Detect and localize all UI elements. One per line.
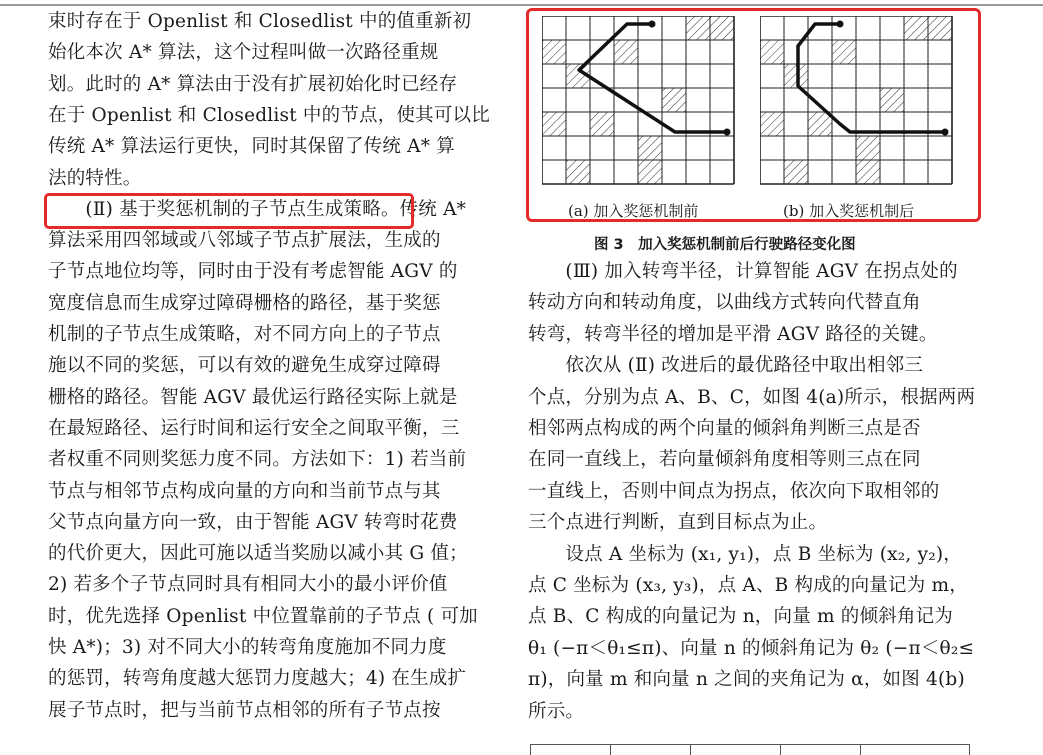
- right-text-line: (Ⅲ) 加入转弯半径，计算智能 AGV 在拐点处的: [528, 261, 958, 282]
- right-text-line: π)，向量 m 和向量 n 之间的夹角记为 α，如图 4(b): [528, 669, 965, 691]
- right-text-line: 设点 A 坐标为 (x₁, y₁)，点 B 坐标为 (x₂, y₂)，: [528, 543, 962, 565]
- obstacle-cell: [904, 16, 928, 40]
- left-text-line: 栅格的路径。智能 AGV 最优运行路径实际上就是: [48, 386, 458, 408]
- obstacle-cell: [856, 136, 880, 160]
- right-text-line: 点 C 坐标为 (x₃, y₃)，点 A、B 构成的向量记为 m，: [528, 575, 968, 596]
- grid-figure-b: [760, 16, 960, 188]
- obstacle-cell: [784, 64, 808, 88]
- left-text-line: 法的特性。: [48, 167, 142, 189]
- start-dot-a: [649, 21, 656, 28]
- right-text-line: 三个点进行判断，直到目标点为止。: [528, 512, 828, 534]
- obstacle-cell: [686, 16, 710, 40]
- right-text-line: 转动方向和转动角度，以曲线方式转向代替直角: [528, 292, 921, 314]
- left-text-line: 划。此时的 A* 算法由于没有扩展初始化时已经存: [48, 73, 458, 95]
- figure-sub-caption-b: (b) 加入奖惩机制后: [783, 202, 915, 220]
- figure-caption: 图 3 加入奖惩机制前后行驶路径变化图: [594, 237, 856, 253]
- obstacle-cell: [784, 160, 808, 184]
- obstacle-cell: [542, 40, 566, 64]
- highlight-box-subtitle: [44, 193, 414, 229]
- start-dot-b: [837, 21, 844, 28]
- right-text-line: 依次从 (Ⅱ) 改进后的最优路径中取出相邻三: [528, 355, 924, 377]
- left-text-line: 传统 A* 算法运行更快，同时其保留了传统 A* 算: [48, 136, 455, 158]
- left-text-line: 节点与相邻节点构成向量的方向和当前节点与其: [48, 480, 441, 502]
- left-text-line: 算法采用四邻域或八邻域子节点扩展法，生成的: [48, 230, 441, 252]
- left-text-line: 者权重不同则奖惩力度不同。方法如下：1) 若当前: [48, 449, 467, 471]
- left-text-line: 父节点向量方向一致，由于智能 AGV 转弯时花费: [48, 511, 458, 533]
- left-text-line: 快 A*)；3) 对不同大小的转弯角度施加不同力度: [48, 637, 447, 658]
- right-text-line: 转弯，转弯半径的增加是平滑 AGV 路径的关键。: [528, 323, 938, 345]
- obstacle-cell: [880, 88, 904, 112]
- left-text-line: 展子节点时，把与当前节点相邻的所有子节点按: [48, 699, 441, 721]
- obstacle-cell: [590, 112, 614, 136]
- page-top-rule: [0, 4, 1043, 6]
- right-text-line: θ₁ (−π＜θ₁≤π)、向量 n 的倾斜角记为 θ₂ (−π＜θ₂≤: [528, 637, 975, 659]
- obstacle-cell: [614, 40, 638, 64]
- left-text-line: (Ⅱ) 基于奖惩机制的子节点生成策略。传统 A*: [48, 198, 467, 220]
- goal-dot-a: [724, 129, 731, 136]
- obstacle-cell: [710, 16, 734, 40]
- grid-lines-b: [760, 16, 952, 184]
- obstacle-cell: [566, 160, 590, 184]
- left-text-line: 在于 Openlist 和 Closedlist 中的节点，使其可以比: [48, 104, 490, 126]
- left-text-line: 在最短路径、运行时间和运行安全之间取平衡，三: [48, 417, 460, 439]
- obstacle-cell: [832, 40, 856, 64]
- left-text-line: 时，优先选择 Openlist 中位置靠前的子节点 ( 可加: [48, 605, 478, 627]
- left-text-line: 的代价更大，因此可施以适当奖励以减小其 G 值；: [48, 543, 468, 565]
- obstacle-cell: [638, 136, 662, 160]
- obstacle-cell: [928, 16, 952, 40]
- right-text-line: 在同一直线上，若向量倾斜角度相等则三点在同: [528, 449, 921, 471]
- obstacle-cell: [638, 160, 662, 184]
- left-text-line: 宽度信息而生成穿过障碍栅格的路径，基于奖惩: [48, 292, 441, 314]
- right-text-line: 个点，分别为点 A、B、C，如图 4(a)所示，根据两两: [528, 386, 976, 408]
- goal-dot-b: [942, 129, 949, 136]
- obstacle-cell: [662, 88, 686, 112]
- left-text-line: 的惩罚，转弯角度越大惩罚力度越大；4) 在生成扩: [48, 668, 467, 690]
- left-text-line: 机制的子节点生成策略，对不同方向上的子节点: [48, 324, 441, 345]
- left-text-line: 始化本次 A* 算法，这个过程叫做一次路径重规: [48, 42, 439, 64]
- obstacle-cell: [760, 40, 784, 64]
- figure-sub-caption-a: (a) 加入奖惩机制前: [568, 202, 699, 220]
- right-text-line: 相邻两点构成的两个向量的倾斜角判断三点是否: [528, 418, 921, 439]
- left-text-line: 2) 若多个子节点同时具有相同大小的最小评价值: [48, 574, 448, 596]
- right-text-line: 点 B、C 构成的向量记为 n，向量 m 的倾斜角记为: [528, 606, 954, 628]
- right-text-line: 所示。: [528, 700, 585, 722]
- obstacle-cell: [542, 112, 566, 136]
- grid-lines-a: [542, 16, 734, 184]
- obstacle-cell: [856, 160, 880, 184]
- left-text-line: 束时存在于 Openlist 和 Closedlist 中的值重新初: [48, 11, 472, 32]
- left-text-line: 子节点地位均等，同时由于没有考虑智能 AGV 的: [48, 261, 458, 283]
- table-top-edge: [530, 744, 970, 755]
- right-text-line: 一直线上，否则中间点为拐点，依次向下取相邻的: [528, 480, 940, 502]
- left-text-line: 施以不同的奖惩，可以有效的避免生成穿过障碍: [48, 355, 441, 377]
- grid-figure-a: [542, 16, 742, 188]
- obstacle-cell: [760, 112, 784, 136]
